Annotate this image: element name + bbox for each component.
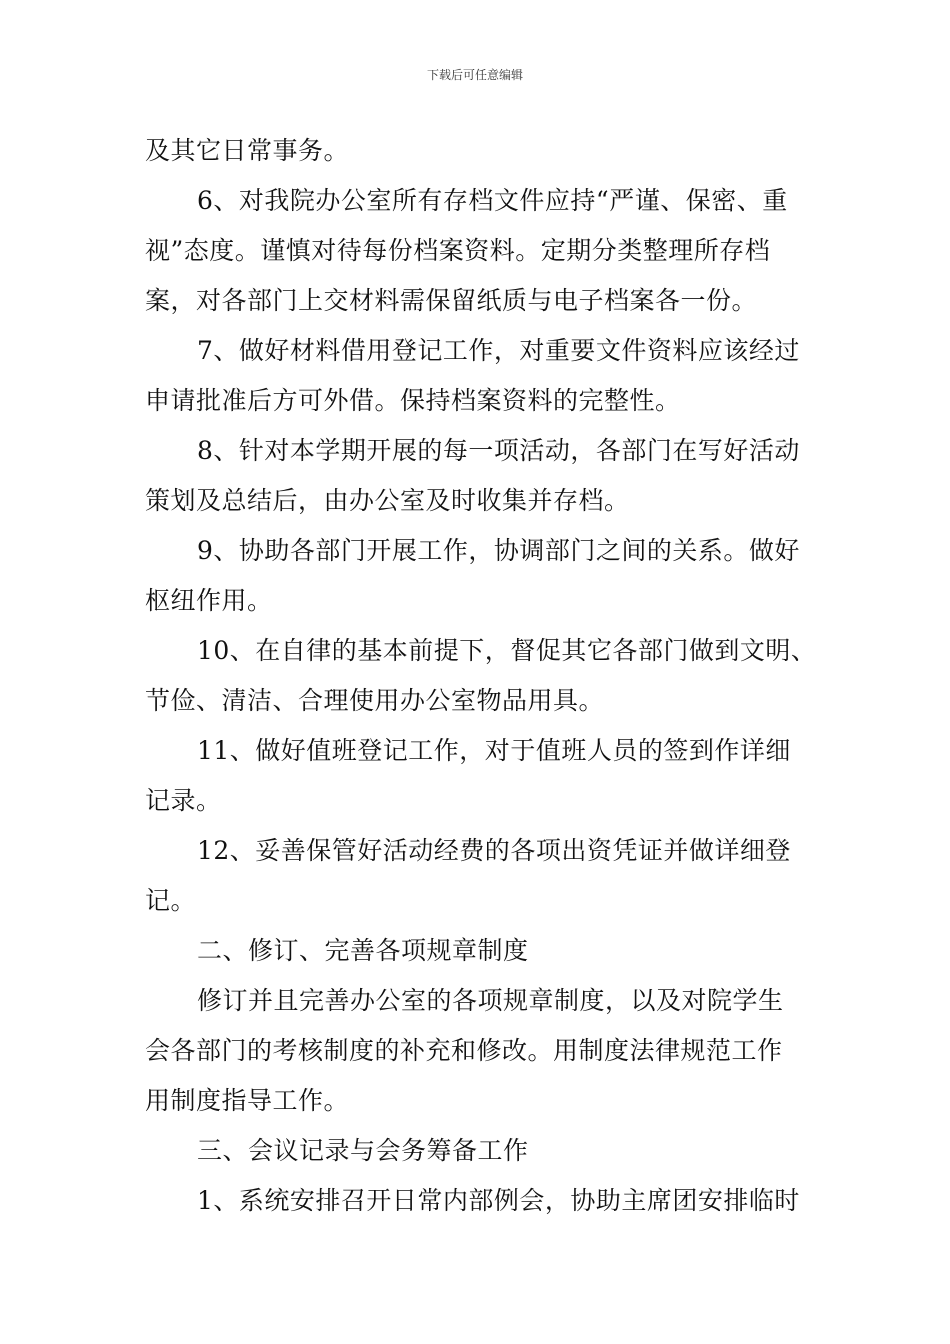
text-line: 12、妥善保管好活动经费的各项出资凭证并做详细登	[197, 836, 791, 865]
text-line: 修订并且完善办公室的各项规章制度，以及对院学生	[197, 986, 784, 1015]
text-line: 10、在自律的基本前提下，督促其它各部门做到文明、	[197, 636, 817, 665]
page-header: 下载后可任意编辑	[426, 68, 523, 82]
text-line: 枢纽作用。	[145, 586, 273, 615]
text-line: 9、协助各部门开展工作，协调部门之间的关系。做好	[197, 536, 800, 565]
document-body	[145, 126, 825, 1226]
text-line: 视”态度。谨慎对待每份档案资料。定期分类整理所存档	[145, 236, 771, 265]
text-line: 策划及总结后，由办公室及时收集并存档。	[145, 486, 630, 515]
text-line: 及其它日常事务。	[145, 136, 350, 165]
text-line: 案，对各部门上交材料需保留纸质与电子档案各一份。	[145, 286, 758, 315]
text-line: 申请批准后方可外借。保持档案资料的完整性。	[145, 386, 681, 415]
text-line: 1、系统安排召开日常内部例会，协助主席团安排临时	[197, 1186, 800, 1215]
text-line: 记录。	[145, 786, 222, 815]
text-line: 三、会议记录与会务筹备工作	[197, 1136, 529, 1165]
text-line: 会各部门的考核制度的补充和修改。用制度法律规范工作	[145, 1036, 783, 1065]
text-line: 7、做好材料借用登记工作，对重要文件资料应该经过	[197, 336, 800, 365]
text-line: 6、对我院办公室所有存档文件应持“严谨、保密、重	[197, 186, 788, 215]
text-line: 8、针对本学期开展的每一项活动，各部门在写好活动	[197, 436, 800, 465]
text-line: 二、修订、完善各项规章制度	[197, 936, 529, 965]
text-line: 记。	[145, 886, 197, 915]
text-line: 节俭、清洁、合理使用办公室物品用具。	[145, 686, 605, 715]
text-line: 11、做好值班登记工作，对于值班人员的签到作详细	[197, 736, 791, 765]
text-line: 用制度指导工作。	[145, 1086, 350, 1115]
